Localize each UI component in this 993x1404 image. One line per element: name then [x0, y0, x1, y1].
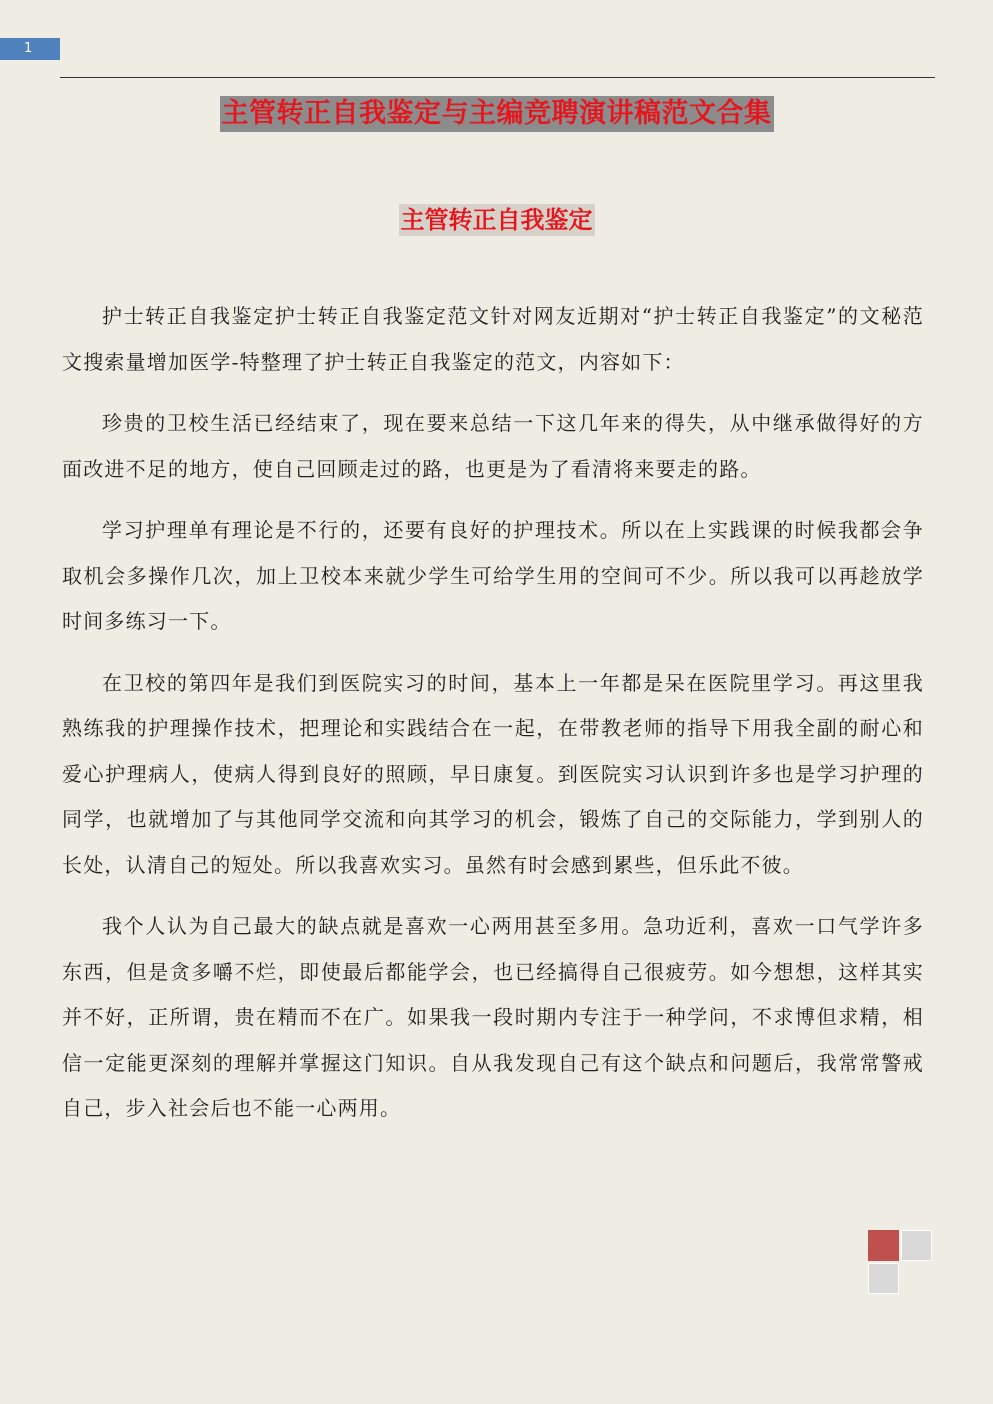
- document-title: 主管转正自我鉴定与主编竞聘演讲稿范文合集: [220, 96, 774, 132]
- page-number: 1: [24, 41, 33, 56]
- paragraph-2: 珍贵的卫校生活已经结束了，现在要来总结一下这几年来的得失，从中继承做得好的方面改进不足的地方，使自己回顾走过的路，也更是为了看清将来要走的路。: [62, 411, 924, 481]
- document-body: [62, 294, 924, 1148]
- decoration-square-grey: [868, 1263, 899, 1294]
- corner-decoration: [866, 1228, 934, 1294]
- paragraph-5: 我个人认为自己最大的缺点就是喜欢一心两用甚至多用。急功近利，喜欢一口气学许多东西，但是贪多嚼不烂，即使最后都能学会，也已经搞得自己很疲劳。如今想想，这样其实并不好，正所谓，贵在精而不在广。如果我一段时期内专注于一种学问，不求博但求精，相信一定能更深刻的理解并掌握这门知识。自从我发现自己有这个缺点和问题后，我常常警戒自己，步入社会后也不能一心两用。: [62, 914, 924, 1120]
- section-title: 主管转正自我鉴定: [400, 205, 593, 234]
- paragraph-1: 护士转正自我鉴定护士转正自我鉴定范文针对网友近期对“护士转正自我鉴定”的文秘范文搜索量增加医学-特整理了护士转正自我鉴定的范文，内容如下：: [62, 304, 924, 374]
- decoration-square-grey: [901, 1230, 932, 1261]
- decoration-square-red: [868, 1230, 899, 1261]
- document-title-block: [0, 96, 993, 132]
- section-title-block: [0, 204, 993, 236]
- paragraph-4: 在卫校的第四年是我们到医院实习的时间，基本上一年都是呆在医院里学习。再这里我熟练我的护理操作技术，把理论和实践结合在一起，在带教老师的指导下用我全副的耐心和爱心护理病人，使病人得到良好的照顾，早日康复。到医院实习认识到许多也是学习护理的同学，也就增加了与其他同学交流和向其学习的机会，锻炼了自己的交际能力，学到别人的长处，认清自己的短处。所以我喜欢实习。虽然有时会感到累些，但乐此不彼。: [62, 670, 924, 877]
- paragraph-3: 学习护理单有理论是不行的，还要有良好的护理技术。所以在上实践课的时候我都会争取机会多操作几次，加上卫校本来就少学生可给学生用的空间可不少。所以我可以再趁放学时间多练习一下。: [62, 518, 924, 633]
- page-number-badge: [0, 38, 60, 60]
- header-divider: [60, 77, 935, 78]
